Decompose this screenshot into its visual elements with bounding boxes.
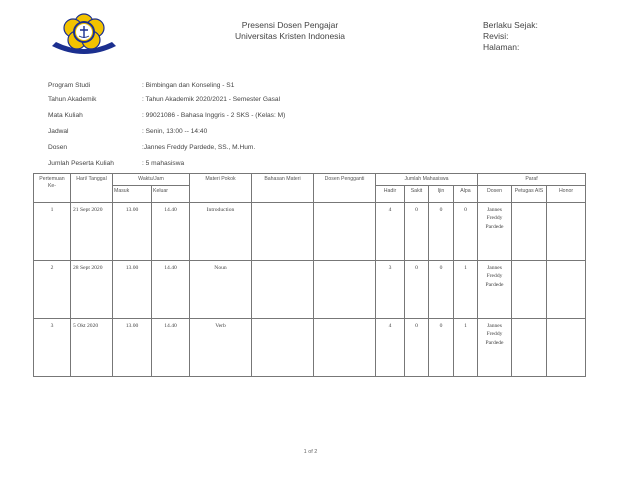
cell-pengganti [314,318,376,376]
info-label: Program Studi [48,82,91,89]
cell-sakit: 0 [405,202,429,260]
page-number: 1 of 2 [303,449,318,455]
col-dosen-pengganti: Dosen Pengganti [314,174,376,203]
title-line-2: Universitas Kristen Indonesia [234,31,346,41]
dosen-name-line: Pardede [485,281,504,288]
cell-hadir: 4 [376,318,405,376]
cell-petugas [512,318,547,376]
cell-dosen [478,202,512,260]
cell-tanggal: 21 Sept 2020 [71,202,113,260]
info-label: Mata Kuliah [48,112,83,119]
cell-alpa: 1 [454,260,478,318]
col-sakit: Sakit [405,185,429,202]
col-pertemuan: Pertemuan Ke- [34,174,71,203]
cell-keluar: 14.40 [152,202,190,260]
berlaku-label: Berlaku Sejak: [483,20,538,30]
cell-hadir: 3 [376,260,405,318]
cell-ijin: 0 [429,318,454,376]
dosen-name-line: Jannes [487,322,502,329]
cell-pengganti [314,260,376,318]
cell-tanggal: 28 Sept 2020 [71,260,113,318]
cell-honor [547,318,586,376]
dosen-name-line: Jannes [487,264,502,271]
cell-honor [547,260,586,318]
cell-ijin: 0 [429,202,454,260]
cell-sakit: 0 [405,318,429,376]
info-label: Dosen [48,144,68,151]
cell-hadir: 4 [376,202,405,260]
col-bahasan-materi: Bahasan Materi [252,174,314,203]
info-value: : Bimbingan dan Konseling - S1 [142,82,235,89]
info-label: Jumlah Peserta Kuliah [48,160,114,167]
col-hadir: Hadir [376,185,405,202]
cell-honor [547,202,586,260]
cell-bahasan [252,202,314,260]
dosen-name-line: Pardede [485,223,504,230]
cell-keluar: 14.40 [152,260,190,318]
table-row [34,260,586,318]
document-meta [483,20,538,53]
col-dosen: Dosen [478,185,512,202]
cell-pengganti [314,202,376,260]
cell-bahasan [252,260,314,318]
cell-masuk: 13.00 [113,318,152,376]
col-alpa: Alpa [454,185,478,202]
cell-petugas [512,260,547,318]
dosen-name-line: Pardede [485,339,504,346]
cell-petugas [512,202,547,260]
dosen-name-line: Jannes [487,206,502,213]
halaman-label: Halaman: [483,42,520,52]
cell-keluar: 14.40 [152,318,190,376]
col-waktu-jam: Waktu/Jam [113,174,190,186]
col-jumlah-mahasiswa: Jumlah Mahasiswa [376,174,478,186]
col-petugas-ais: Petugas AIS [512,185,547,202]
cell-dosen [478,260,512,318]
col-hari-tanggal: Hari/ Tanggal [71,174,113,203]
info-value: : 5 mahasiswa [142,160,185,167]
dosen-name-line: Freddy [486,215,503,221]
cell-pertemuan: 2 [34,260,71,318]
cell-materi: Introduction [190,202,252,260]
col-keluar: Keluar [152,185,190,202]
cell-tanggal: 5 Okt 2020 [71,318,113,376]
cell-masuk: 13.00 [113,260,152,318]
university-seal-icon [48,12,120,62]
col-ijin: Ijin [429,185,454,202]
table-row [34,202,586,260]
col-honor: Honor [547,185,586,202]
info-value: : Senin, 13:00 -- 14:40 [142,128,208,135]
info-value: : 99021086 - Bahasa Inggris - 2 SKS - (Kelas: M) [142,112,286,119]
col-masuk: Masuk [113,185,152,202]
cell-pertemuan: 1 [34,202,71,260]
cell-sakit: 0 [405,260,429,318]
cell-masuk: 13.00 [113,202,152,260]
revisi-label: Revisi: [483,31,509,41]
info-label: Jadwal [48,128,69,135]
title-line-1: Presensi Dosen Pengajar [241,20,339,30]
table-row [34,318,586,376]
cell-dosen [478,318,512,376]
cell-ijin: 0 [429,260,454,318]
cell-alpa: 0 [454,202,478,260]
info-value: :Jannes Freddy Pardede, SS., M.Hum. [142,144,256,151]
document-title [190,20,390,42]
dosen-name-line: Freddy [486,273,503,279]
cell-bahasan [252,318,314,376]
col-materi-pokok: Materi Pokok [190,174,252,203]
cell-pertemuan: 3 [34,318,71,376]
info-label: Tahun Akademik [48,96,97,103]
col-paraf: Paraf [478,174,586,186]
cell-materi: Verb [190,318,252,376]
attendance-table [33,173,586,377]
cell-materi: Noun [190,260,252,318]
table-header-row [34,174,586,186]
info-value: : Tahun Akademik 2020/2021 - Semester Gasal [142,96,281,103]
dosen-name-line: Freddy [486,331,503,337]
cell-alpa: 1 [454,318,478,376]
